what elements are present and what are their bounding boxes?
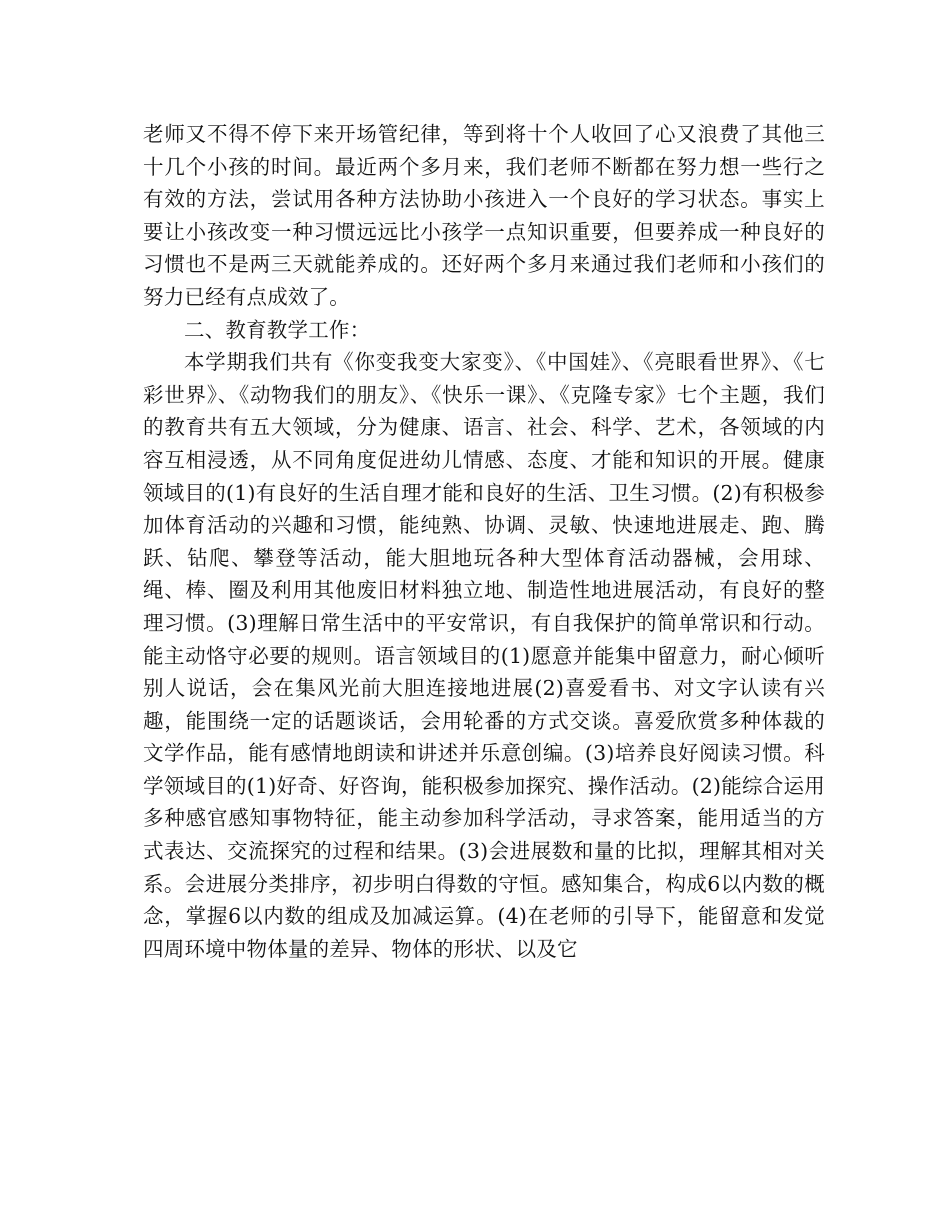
paragraph-intro-continuation: 老师又不得不停下来开场管纪律，等到将十个人收回了心又浪费了其他三十几个小孩的时间。最近两个多月来，我们老师不断都在努力想一些行之有效的方法，尝试用各种方法协助小孩进入一个良好的学习状态。事实上要让小孩改变一种习惯远远比小孩学一点知识重要，但要养成一种良好的习惯也不是两三天就能养成的。还好两个多月来通过我们老师和小孩们的努力已经有点成效了。 [143, 122, 825, 309]
paragraph-teaching-details: 本学期我们共有《你变我变大家变》、《中国娃》、《亮眼看世界》、《七彩世界》、《动物我们的朋友》、《快乐一课》、《克隆专家》七个主题，我们的教育共有五大领域，分为健康、语言、社会、科学、艺术，各领域的内容互相浸透，从不同角度促进幼儿情感、态度、才能和知识的开展。健康领域目的(1)有良好的生活自理才能和良好的生活、卫生习惯。(2)有积极参加体育活动的兴趣和习惯，能纯熟、协调、灵敏、快速地进展走、跑、腾跃、钻爬、攀登等活动，能大胆地玩各种大型体育活动器械，会用球、绳、棒、圈及利用其他废旧材料独立地、制造性地进展活动，有良好的整理习惯。(3)理解日常生活中的平安常识，有自我保护的简单常识和行动。能主动恪守必要的规则。语言领域目的(1)愿意并能集中留意力，耐心倾听别人说话，会在集风光前大胆连接地进展(2)喜爱看书、对文字认读有兴趣，能围绕一定的话题谈话，会用轮番的方式交谈。喜爱欣赏多种体裁的文学作品，能有感情地朗读和讲述并乐意创编。(3)培养良好阅读习惯。科学领域目的(1)好奇、好咨询，能积极参加探究、操作活动。(2)能综合运用多种感官感知事物特征，能主动参加科学活动，寻求答案，能用适当的方式表达、交流探究的过程和结果。(3)会进展数和量的比拟，理解其相对关系。会进展分类排序，初步明白得数的守恒。感知集合，构成6以内数的概念，掌握6以内数的组成及加减运算。(4)在老师的引导下，能留意和发觉四周环境中物体量的差异、物体的形状、以及它 [143, 350, 825, 961]
document-body [143, 118, 825, 965]
section-heading-teaching-work: 二、教育教学工作： [184, 317, 371, 342]
